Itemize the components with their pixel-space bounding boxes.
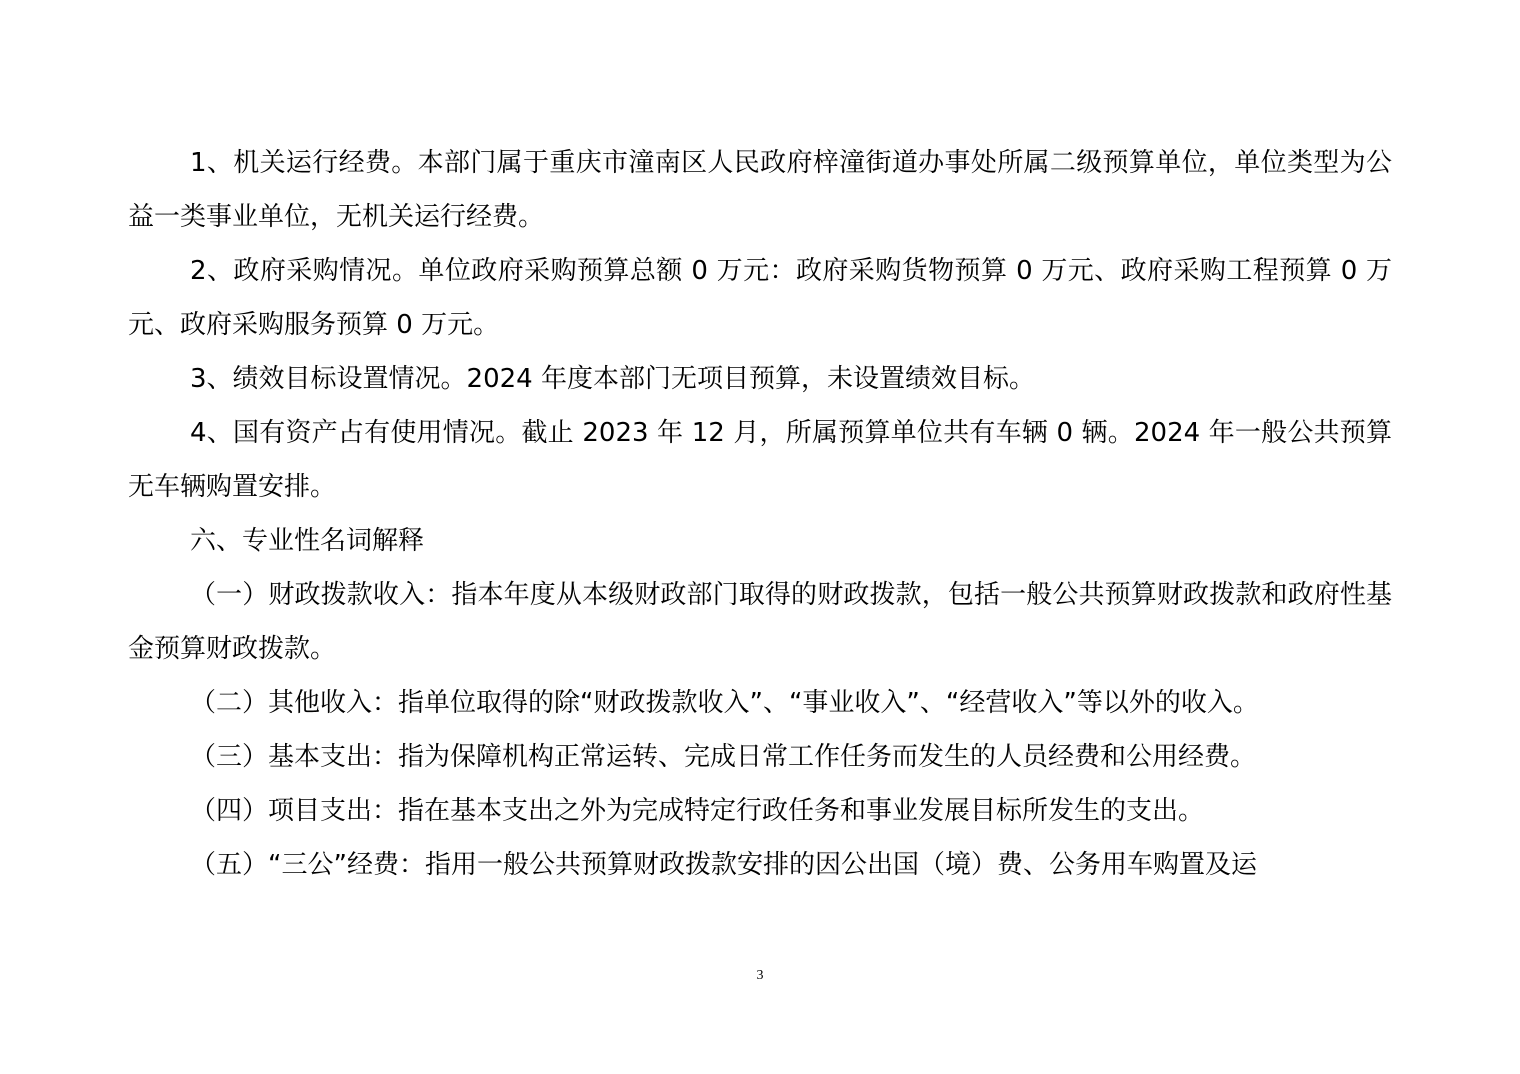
paragraph-operating-expenses: 1、机关运行经费。本部门属于重庆市潼南区人民政府梓潼街道办事处所属二级预算单位，单位类型为公益一类事业单位，无机关运行经费。 bbox=[128, 148, 1392, 232]
section-heading-terminology: 六、专业性名词解释 bbox=[190, 526, 425, 556]
paragraph-other-income: （二）其他收入：指单位取得的除“财政拨款收入”、“事业收入”、“经营收入”等以外的收入。 bbox=[190, 688, 1259, 718]
paragraph-fiscal-appropriation-income: （一）财政拨款收入：指本年度从本级财政部门取得的财政拨款，包括一般公共预算财政拨款和政府性基金预算财政拨款。 bbox=[128, 580, 1392, 664]
paragraph-basic-expenditure: （三）基本支出：指为保障机构正常运转、完成日常工作任务而发生的人员经费和公用经费。 bbox=[190, 742, 1257, 772]
paragraph-government-procurement: 2、政府采购情况。单位政府采购预算总额 0 万元：政府采购货物预算 0 万元、政府采购工程预算 0 万元、政府采购服务预算 0 万元。 bbox=[128, 256, 1392, 340]
paragraph-performance-targets: 3、绩效目标设置情况。2024 年度本部门无项目预算，未设置绩效目标。 bbox=[190, 364, 1035, 394]
paragraph-three-public-expenses: （五）“三公”经费：指用一般公共预算财政拨款安排的因公出国（境）费、公务用车购置及运 bbox=[190, 850, 1257, 880]
paragraph-state-assets: 4、国有资产占有使用情况。截止 2023 年 12 月，所属预算单位共有车辆 0 辆。2024 年一般公共预算无车辆购置安排。 bbox=[128, 418, 1392, 502]
document-body bbox=[128, 136, 1392, 892]
paragraph-project-expenditure: （四）项目支出：指在基本支出之外为完成特定行政任务和事业发展目标所发生的支出。 bbox=[190, 796, 1205, 826]
page-number: 3 bbox=[756, 968, 764, 983]
